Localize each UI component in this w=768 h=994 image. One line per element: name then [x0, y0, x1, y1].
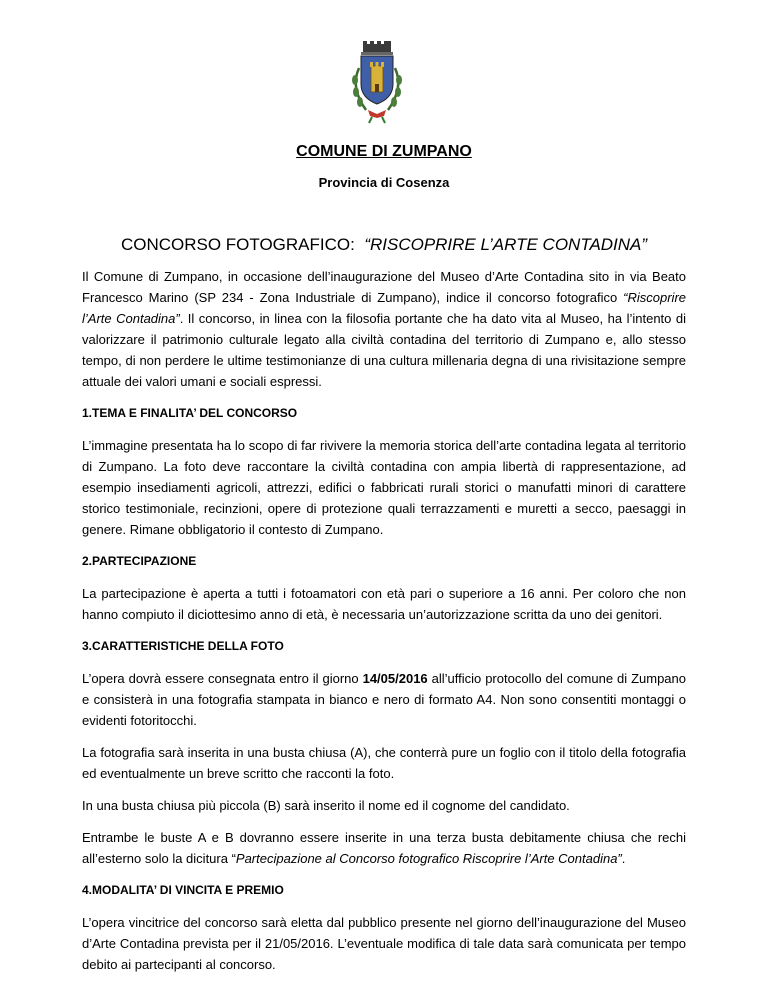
- photo-features-paragraph-1: [82, 668, 686, 731]
- province-subtitle: Provincia di Cosenza: [318, 175, 450, 190]
- photo-features-text-continued: all’ufficio protocollo del comune di Zumpano e consisterà in una fotografia stampata in bianco e nero di formato A4. Non sono consentiti montaggi o evidenti fotoritocchi.: [82, 671, 686, 728]
- coat-of-arms-icon: [346, 40, 408, 124]
- document-body: [82, 266, 686, 986]
- photo-features-paragraph-4: [82, 827, 686, 869]
- section-heading-winning: 4.MODALITA’ DI VINCITA E PREMIO: [82, 883, 284, 897]
- intro-contest-name: “Riscoprire l’Arte Contadina”: [82, 290, 686, 326]
- section-heading-photo-features: 3.CARATTERISTICHE DELLA FOTO: [82, 639, 284, 653]
- section-heading-participation: 2.PARTECIPAZIONE: [82, 554, 197, 568]
- photo-features-paragraph-2: La fotografia sarà inserita in una busta chiusa (A), che conterrà pure un foglio con il titolo della fotografia ed eventualmente un breve scritto che racconti la foto.: [82, 745, 686, 781]
- intro-text-continued: . Il concorso, in linea con la filosofia portante che ha dato vita al Museo, ha l’intento di valorizzare il patrimonio culturale legato alla civiltà contadina del territorio di Zumpano e, allo stesso tempo, di non perdere le ultime testimonianze di una cultura millenaria degna di una rivisitazione sempre attuale dei valori umani e sociali espressi.: [82, 311, 686, 389]
- photo-features-text: L’opera dovrà essere consegnata entro il giorno: [82, 671, 363, 686]
- envelope-label: Partecipazione al Concorso fotografico Riscoprire l’Arte Contadina”: [235, 851, 622, 866]
- contest-title-name: “RISCOPRIRE L’ARTE CONTADINA”: [364, 235, 648, 254]
- section-theme-text: L’immagine presentata ha lo scopo di far rivivere la memoria storica dell’arte contadina legata al territorio di Zumpano. La foto deve raccontare la civiltà contadina con ampia libertà di rappresentazione, ad esempio insediamenti agricoli, attrezzi, edifici o fabbricati rurali storici o manufatti minori di carattere storico testimoniale, recinzioni, opere di protezione quali terrazzamenti e muretti a secco, paesaggi in genere. Rimane obbligatorio il contesto di Zumpano.: [82, 438, 686, 537]
- section-winning-text: L’opera vincitrice del concorso sarà eletta dal pubblico presente nel giorno dell’inaugurazione del Museo d’Arte Contadina prevista per il 21/05/2016. L’eventuale modifica di tale data sarà comunicata per tempo debito ai partecipanti al concorso.: [82, 915, 686, 972]
- contest-title-prefix: CONCORSO FOTOGRAFICO:: [120, 235, 355, 254]
- intro-text: Il Comune di Zumpano, in occasione dell’inaugurazione del Museo d’Arte Contadina sito in via Beato Francesco Marino (SP 234 - Zona Industriale di Zumpano), indice il concorso fotografico: [82, 269, 686, 305]
- section-heading-theme: 1.TEMA E FINALITA’ DEL CONCORSO: [82, 406, 298, 420]
- section-participation-text: La partecipazione è aperta a tutti i fotoamatori con età pari o superiore a 16 anni. Per coloro che non hanno compiuto il diciottesimo anno di età, è necessaria un’autorizzazione scritta da uno dei genitori.: [82, 586, 686, 622]
- municipality-title: COMUNE DI ZUMPANO: [296, 143, 472, 160]
- deadline-date: 14/05/2016: [362, 671, 428, 686]
- photo-features-paragraph-3: In una busta chiusa più piccola (B) sarà inserito il nome ed il cognome del candidato.: [82, 798, 570, 813]
- envelope-text: Entrambe le buste A e B dovranno essere inserite in una terza busta debitamente chiusa che rechi all’esterno solo la dicitura “: [82, 830, 686, 866]
- envelope-text-end: .: [621, 851, 626, 866]
- contest-title: [0, 235, 768, 255]
- intro-paragraph: [82, 266, 686, 392]
